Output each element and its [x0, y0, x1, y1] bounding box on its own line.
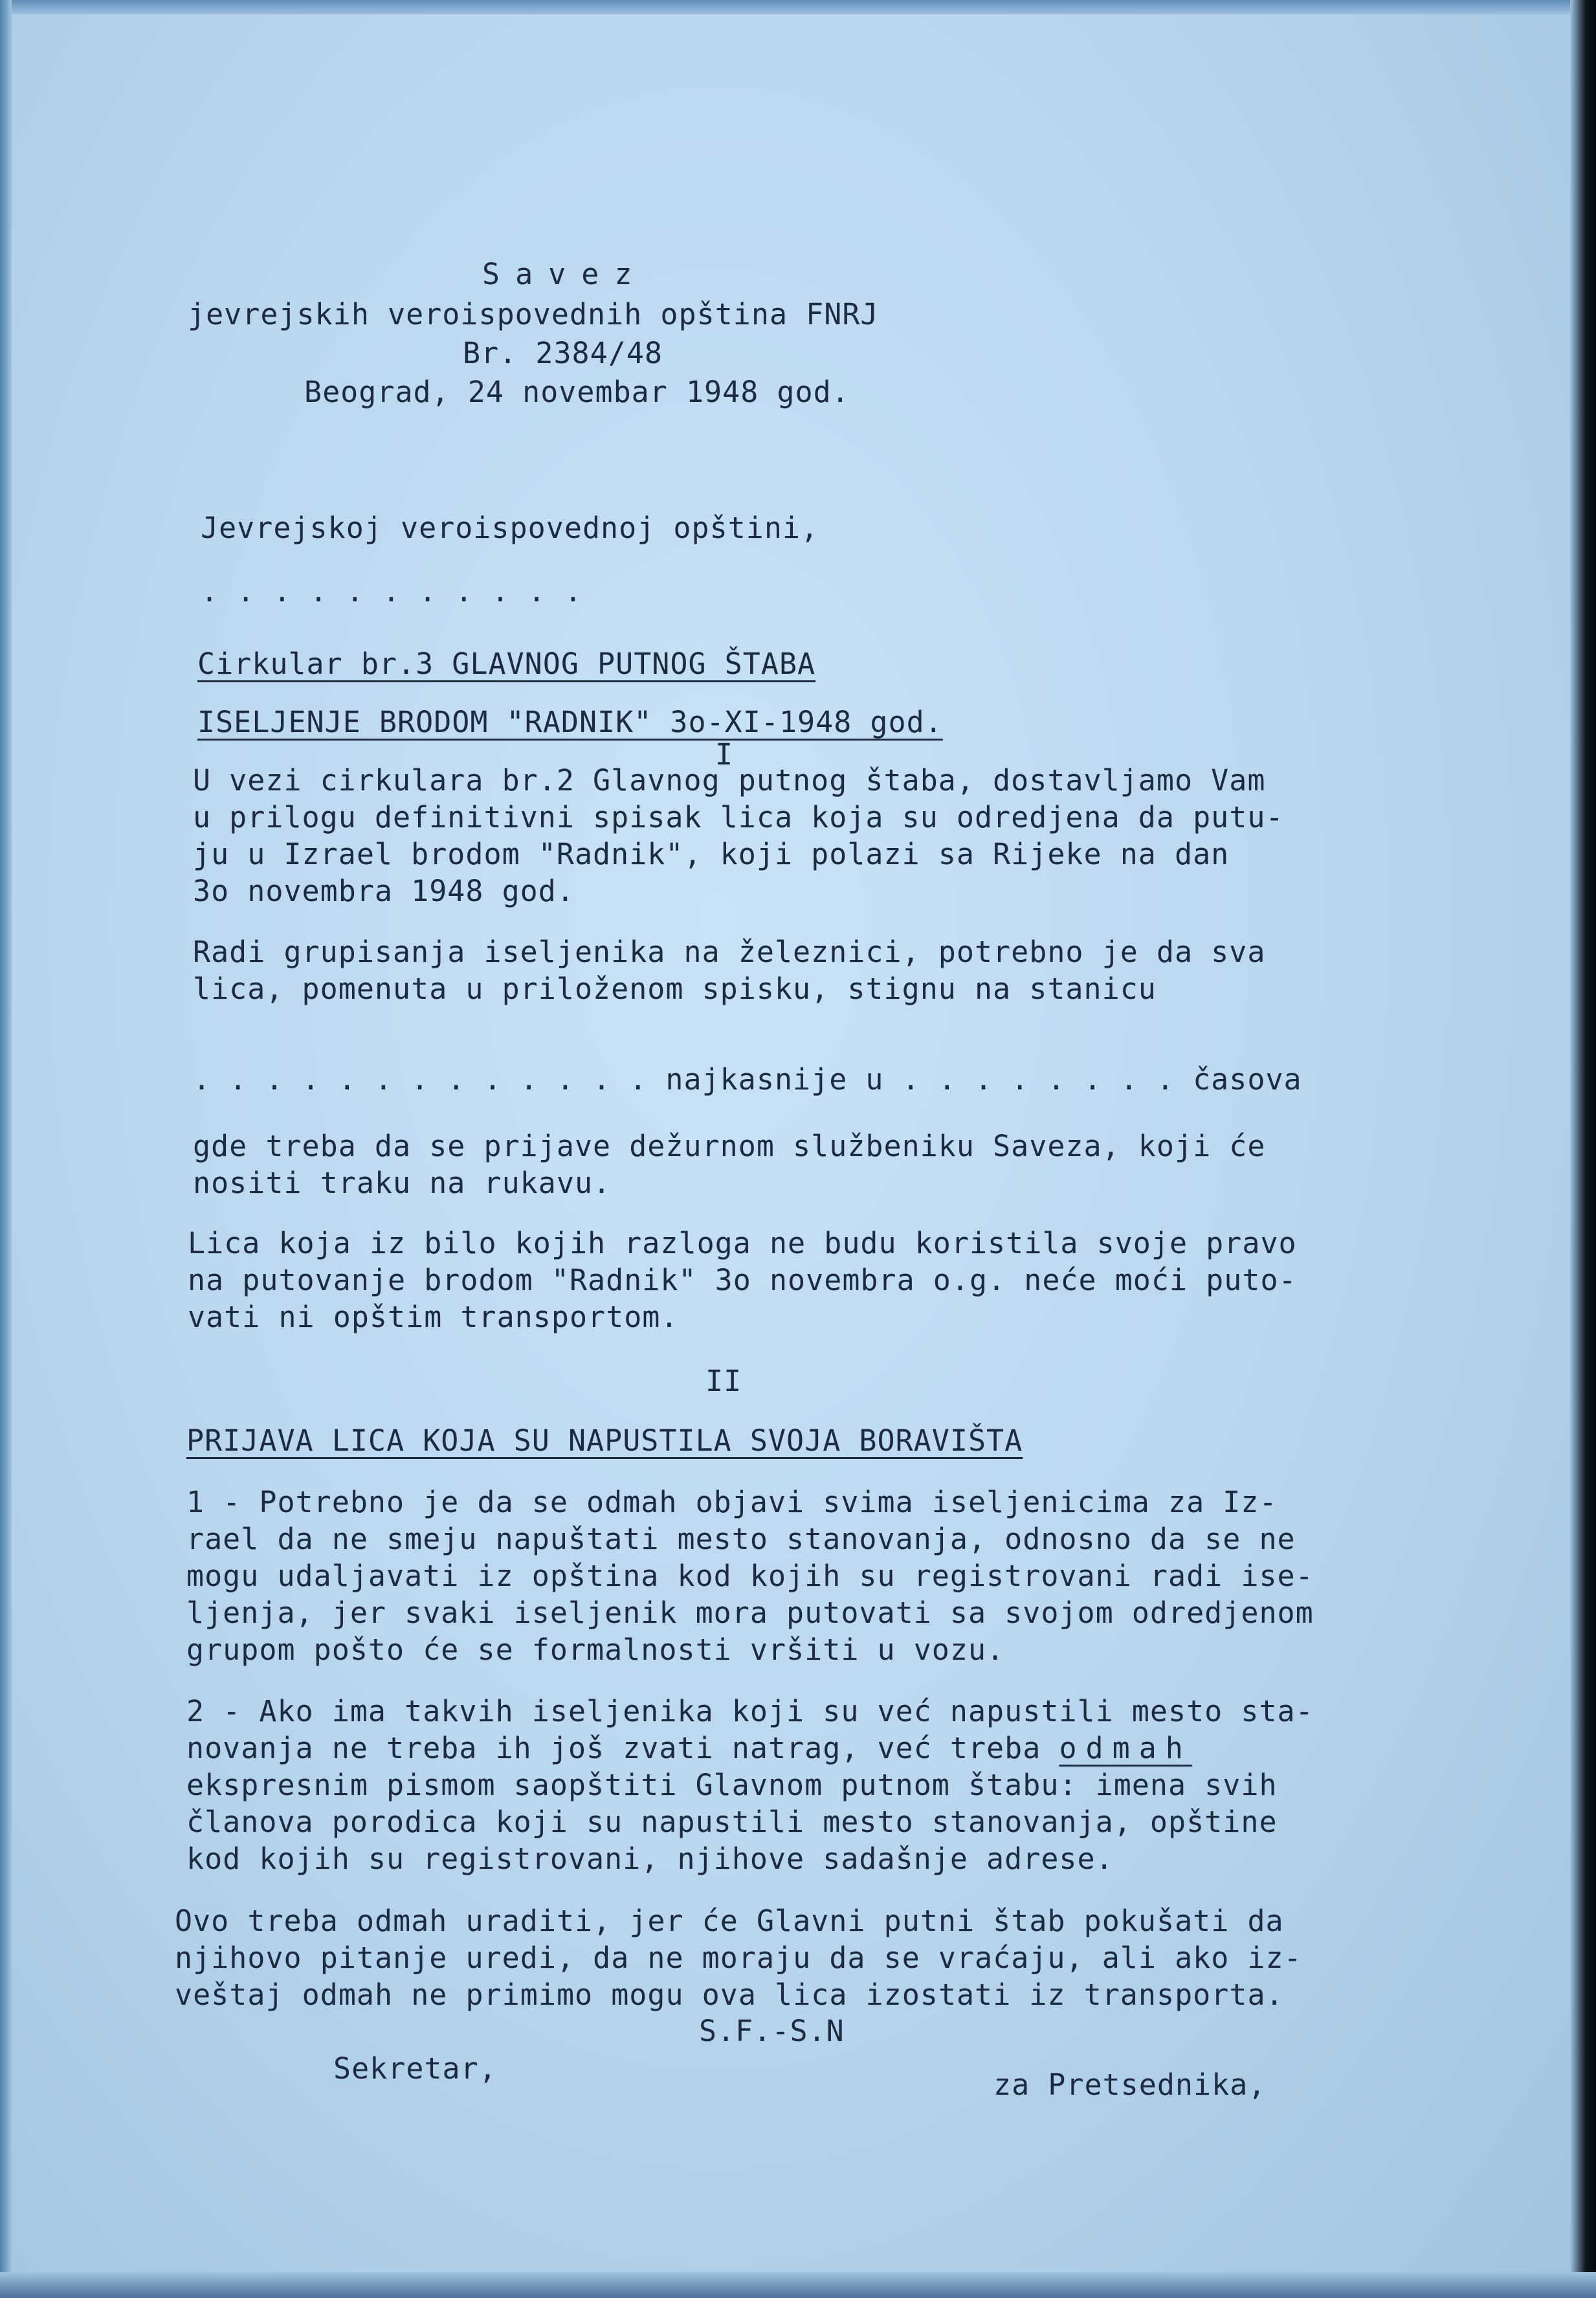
section-2-title: PRIJAVA LICA KOJA SU NAPUSTILA SVOJA BORAVIŠTA: [186, 1423, 1023, 1458]
item-line: 1 - Potrebno je da se odmah objavi svima iseljenicima za Iz-: [186, 1485, 1278, 1519]
item-line: ekspresnim pismom saopštiti Glavnom putnom štabu: imena svih: [186, 1768, 1278, 1802]
org-name: jevrejskih veroispovednih opština FNRJ: [188, 297, 879, 331]
emphasis-odmah: odmah: [1059, 1731, 1192, 1765]
item-line: grupom pošto će se formalnosti vršiti u vozu.: [186, 1633, 1005, 1667]
scan-edge-bottom: [0, 2272, 1596, 2298]
initials: S.F.-S.N: [699, 2014, 845, 2048]
signature-secretary: Sekretar,: [333, 2051, 497, 2086]
para-line: 3o novembra 1948 god.: [193, 874, 575, 908]
para-line: lica, pomenuta u priloženom spisku, stignu na stanicu: [193, 972, 1157, 1006]
circular-subtitle: ISELJENJE BRODOM "RADNIK" 3o-XI-1948 god.: [197, 705, 943, 739]
closing-line: Ovo treba odmah uraditi, jer će Glavni putni štab pokušati da: [175, 1904, 1284, 1938]
para-line: vati ni opštim transportom.: [188, 1300, 679, 1334]
fill-in-line: . . . . . . . . . . . . . najkasnije u . . . . . . . . časova: [193, 1062, 1302, 1097]
addressee-dots: . . . . . . . . . . .: [201, 574, 582, 608]
item-line: kod kojih su registrovani, njihove sadašnje adrese.: [186, 1842, 1114, 1876]
para-line: nositi traku na rukavu.: [193, 1166, 612, 1200]
para-line: ju u Izrael brodom "Radnik", koji polazi sa Rijeke na dan: [193, 837, 1230, 871]
scan-edge-right: [1570, 0, 1596, 2298]
item-line: rael da ne smeju napuštati mesto stanovanja, odnosno da se ne: [186, 1522, 1296, 1556]
item-line: mogu udaljavati iz opština kod kojih su registrovani radi ise-: [186, 1559, 1314, 1593]
para-line: U vezi cirkulara br.2 Glavnog putnog štaba, dostavljamo Vam: [193, 763, 1266, 798]
circular-title: Cirkular br.3 GLAVNOG PUTNOG ŠTABA: [197, 647, 816, 681]
scan-edge-left: [0, 0, 12, 2298]
document-number: Br. 2384/48: [463, 336, 663, 370]
item-line: [186, 1732, 1192, 1765]
addressee: Jevrejskoj veroispovednoj opštini,: [201, 511, 819, 545]
para-line: Radi grupisanja iseljenika na železnici, potrebno je da sva: [193, 935, 1266, 969]
org-title: Savez: [482, 257, 648, 291]
signature-president: za Pretsednika,: [993, 2068, 1267, 2102]
item-line: 2 - Ako ima takvih iseljenika koji su već napustili mesto sta-: [186, 1694, 1314, 1728]
section-numeral-2: II: [705, 1364, 742, 1398]
para-line: gde treba da se prijave dežurnom službeniku Saveza, koji će: [193, 1129, 1266, 1163]
item-line: članova porodica koji su napustili mesto stanovanja, opštine: [186, 1805, 1278, 1839]
date-line: Beograd, 24 novembar 1948 god.: [304, 375, 850, 409]
para-line: na putovanje brodom "Radnik" 3o novembra o.g. neće moći puto-: [188, 1263, 1297, 1297]
item-line: ljenja, jer svaki iseljenik mora putovati sa svojom odredjenom: [186, 1596, 1314, 1630]
para-line: u prilogu definitivni spisak lica koja su odredjena da putu-: [193, 800, 1284, 834]
item-line-text: novanja ne treba ih još zvati natrag, već treba: [186, 1731, 1059, 1765]
section-numeral-1: I: [715, 737, 734, 772]
closing-line: njihovo pitanje uredi, da ne moraju da se vraćaju, ali ako iz-: [175, 1941, 1302, 1975]
scan-edge-top: [0, 0, 1596, 14]
closing-line: veštaj odmah ne primimo mogu ova lica izostati iz transporta.: [175, 1978, 1284, 2012]
para-line: Lica koja iz bilo kojih razloga ne budu koristila svoje pravo: [188, 1226, 1297, 1260]
